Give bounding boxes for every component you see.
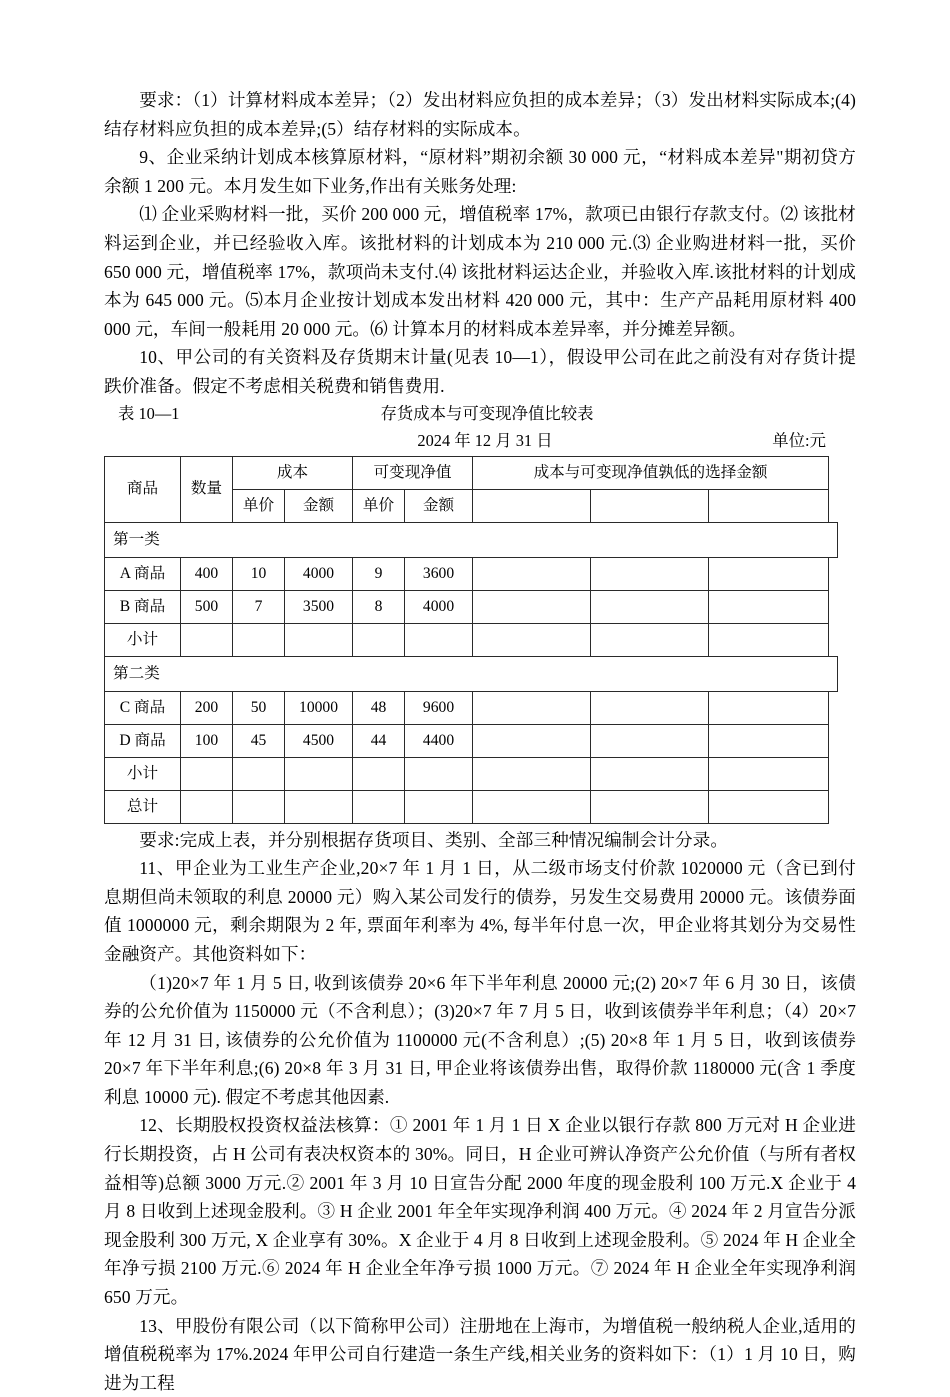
table-row xyxy=(105,757,829,790)
paragraph-item-13: 13、甲股份有限公司（以下简称甲公司）注册地在上海市，为增值税一般纳税人企业,适用的增值税税率为 17%.2024 年甲公司自行建造一条生产线,相关业务的资料如下：（1）1 月 10 日，购进为工程 xyxy=(104,1315,856,1393)
table-row xyxy=(105,623,829,656)
cell-quantity xyxy=(181,757,233,790)
cell-product: A 商品 xyxy=(105,557,181,590)
paragraph-item-10: 10、甲公司的有关资料及存货期末计量(见表 10—1），假设甲公司在此之前没有对存货计提跌价准备。假定不考虑相关税费和销售费用. xyxy=(104,347,856,396)
table-category-row xyxy=(105,656,829,691)
cell-cost-amount xyxy=(285,757,353,790)
table-row xyxy=(105,724,829,757)
cell-nrv-amount xyxy=(405,623,473,656)
cell-subtotal-label: 小计 xyxy=(105,757,181,790)
paragraph-requirement-10: 要求:完成上表，并分别根据存货项目、类别、全部三种情况编制会计分录。 xyxy=(139,829,729,850)
cell-cost-unit: 45 xyxy=(233,724,285,757)
cell-cost-amount: 10000 xyxy=(285,691,353,724)
cell-selection-1 xyxy=(473,623,591,656)
table-category-row xyxy=(105,522,829,557)
paragraph-item-9: 9、企业采纳计划成本核算原材料，“原材料”期初余额 30 000 元，“材料成本差异"期初贷方余额 1 200 元。本月发生如下业务,作出有关账务处理: xyxy=(104,147,856,196)
table-unit: 单位:元 xyxy=(772,430,826,450)
paragraph-item-9-detail: ⑴ 企业采购材料一批，买价 200 000 元，增值税率 17%，款项已由银行存款支付。⑵ 该批材料运到企业，并已经验收入库。该批材料的计划成本为 210 000 元.⑶ 企业购进材料一批，买价 650 000 元，增值税率 17%，款项尚未支付.⑷ 该批材料运达企业，并验收入库.该批材料的计划成本为 645 000 元。⑸本月企业按计划成本发出材料 420 000 元，其中：生产产品耗用原材料 400 000 元，车间一般耗用 20 000 元。⑹ 计算本月的材料成本差异率，并分摊差异额。 xyxy=(104,204,856,339)
cell-selection-1 xyxy=(473,557,591,590)
subheader-cost-amount: 金额 xyxy=(285,489,353,522)
post-table-text xyxy=(104,826,856,1397)
cell-quantity: 400 xyxy=(181,557,233,590)
cell-nrv-unit: 48 xyxy=(353,691,405,724)
header-cost: 成本 xyxy=(233,456,353,489)
header-lower-of-cost-or-nrv: 成本与可变现净值孰低的选择金额 xyxy=(473,456,829,489)
cell-selection-2 xyxy=(591,724,709,757)
cell-quantity xyxy=(181,790,233,823)
cell-selection-2 xyxy=(591,623,709,656)
cell-selection-1 xyxy=(473,691,591,724)
table-number: 表 10—1 xyxy=(118,403,180,423)
cell-selection-1 xyxy=(473,757,591,790)
cell-cost-unit xyxy=(233,623,285,656)
table-row xyxy=(105,691,829,724)
cell-selection-3 xyxy=(709,790,829,823)
cell-cost-amount xyxy=(285,790,353,823)
cell-nrv-unit: 44 xyxy=(353,724,405,757)
cell-cost-amount xyxy=(285,623,353,656)
header-net-realizable-value: 可变现净值 xyxy=(353,456,473,489)
subheader-selection-1 xyxy=(473,489,591,522)
paragraph-item-11: 11、甲企业为工业生产企业,20×7 年 1 月 1 日，从二级市场支付价款 1020000 元（含已到付息期但尚未领取的利息 20000 元）购入某公司发行的债券，另发生交易费用 20000 元。该债券面值 1000000 元，剩余期限为 2 年, 票面年利率为 4%, 每半年付息一次，甲企业将其划分为交易性金融资产。其他资料如下： xyxy=(104,858,856,964)
table-row xyxy=(105,790,829,823)
cell-selection-2 xyxy=(591,757,709,790)
cell-quantity: 500 xyxy=(181,590,233,623)
cell-cost-amount: 4500 xyxy=(285,724,353,757)
cell-selection-1 xyxy=(473,590,591,623)
cell-selection-2 xyxy=(591,590,709,623)
table-row xyxy=(105,590,829,623)
paragraph-item-12: 12、长期股权投资权益法核算：① 2001 年 1 月 1 日 X 企业以银行存款 800 万元对 H 企业进行长期投资，占 H 公司有表决权资本的 30%。同日，H 企业可辨认净资产公允价值（与所有者权益相等)总额 3000 万元.② 2001 年 3 月 10 日宣告分配 2000 年度的现金股利 100 万元.X 企业于 4 月 8 日收到上述现金股利。③ H 企业 2001 年全年实现净利润 400 万元。④ 2024 年 2 月宣告分派现金股利 300 万元, X 企业享有 30%。X 企业于 4 月 8 日收到上述现金股利。⑤ 2024 年 H 企业全年净亏损 2100 万元.⑥ 2024 年 H 企业全年净亏损 1000 万元。⑦ 2024 年 H 企业全年实现净利润 650 万元。 xyxy=(104,1115,856,1308)
cell-quantity xyxy=(181,623,233,656)
cell-cost-amount: 3500 xyxy=(285,590,353,623)
page-content xyxy=(104,86,856,1397)
category-label: 第一类 xyxy=(105,522,829,557)
cell-quantity: 200 xyxy=(181,691,233,724)
cell-product: C 商品 xyxy=(105,691,181,724)
cell-cost-unit: 50 xyxy=(233,691,285,724)
subheader-nrv-unit-price: 单价 xyxy=(353,489,405,522)
cell-selection-2 xyxy=(591,557,709,590)
cell-cost-unit xyxy=(233,790,285,823)
cell-nrv-unit xyxy=(353,757,405,790)
cell-selection-1 xyxy=(473,790,591,823)
cell-quantity: 100 xyxy=(181,724,233,757)
cell-nrv-unit xyxy=(353,790,405,823)
cell-cost-unit: 7 xyxy=(233,590,285,623)
cell-subtotal-label: 小计 xyxy=(105,623,181,656)
inventory-comparison-table xyxy=(104,456,829,824)
cell-nrv-amount: 3600 xyxy=(405,557,473,590)
cell-selection-3 xyxy=(709,691,829,724)
subheader-nrv-amount: 金额 xyxy=(405,489,473,522)
table-date-row xyxy=(104,427,856,454)
cell-selection-3 xyxy=(709,590,829,623)
subheader-selection-2 xyxy=(591,489,709,522)
category-label: 第二类 xyxy=(105,656,829,691)
table-row xyxy=(105,557,829,590)
cell-selection-1 xyxy=(473,724,591,757)
cell-selection-3 xyxy=(709,623,829,656)
cell-cost-amount: 4000 xyxy=(285,557,353,590)
cell-selection-3 xyxy=(709,557,829,590)
header-product: 商品 xyxy=(105,456,181,522)
table-header-row-top xyxy=(105,456,829,489)
cell-nrv-amount: 4000 xyxy=(405,590,473,623)
paragraph-item-11-detail: （1)20×7 年 1 月 5 日, 收到该债券 20×6 年下半年利息 20000 元;(2) 20×7 年 6 月 30 日，该债券的公允价值为 1150000 元（不含利息）；(3)20×7 年 7 月 5 日，收到该债券半年利息；（4）20×7 年 12 月 31 日, 该债券的公允价值为 1100000 元(不含利息）;(5) 20×8 年 1 月 5 日，收到该债券 20×7 年下半年利息;(6) 20×8 年 3 月 31 日, 甲企业将该债券出售，取得价款 1180000 元(含 1 季度利息 10000 元). 假定不考虑其他因素. xyxy=(104,972,856,1107)
cell-nrv-amount xyxy=(405,790,473,823)
cell-selection-3 xyxy=(709,757,829,790)
cell-nrv-amount xyxy=(405,757,473,790)
cell-nrv-amount: 9600 xyxy=(405,691,473,724)
subheader-selection-3 xyxy=(709,489,829,522)
cell-selection-2 xyxy=(591,790,709,823)
cell-nrv-amount: 4400 xyxy=(405,724,473,757)
subheader-cost-unit-price: 单价 xyxy=(233,489,285,522)
paragraph-requirement-8: 要求：（1）计算材料成本差异；（2）发出材料应负担的成本差异；（3）发出材料实际成本;(4) 结存材料应负担的成本差异;(5）结存材料的实际成本。 xyxy=(104,90,856,139)
table-caption-row xyxy=(104,401,856,427)
table-date: 2024 年 12 月 31 日 xyxy=(417,430,553,450)
header-quantity: 数量 xyxy=(181,456,233,522)
cell-selection-3 xyxy=(709,724,829,757)
cell-product: D 商品 xyxy=(105,724,181,757)
cell-nrv-unit xyxy=(353,623,405,656)
table-title: 存货成本与可变现净值比较表 xyxy=(380,403,594,423)
cell-cost-unit: 10 xyxy=(233,557,285,590)
cell-nrv-unit: 9 xyxy=(353,557,405,590)
cell-total-label: 总计 xyxy=(105,790,181,823)
cell-selection-2 xyxy=(591,691,709,724)
cell-cost-unit xyxy=(233,757,285,790)
cell-product: B 商品 xyxy=(105,590,181,623)
cell-nrv-unit: 8 xyxy=(353,590,405,623)
